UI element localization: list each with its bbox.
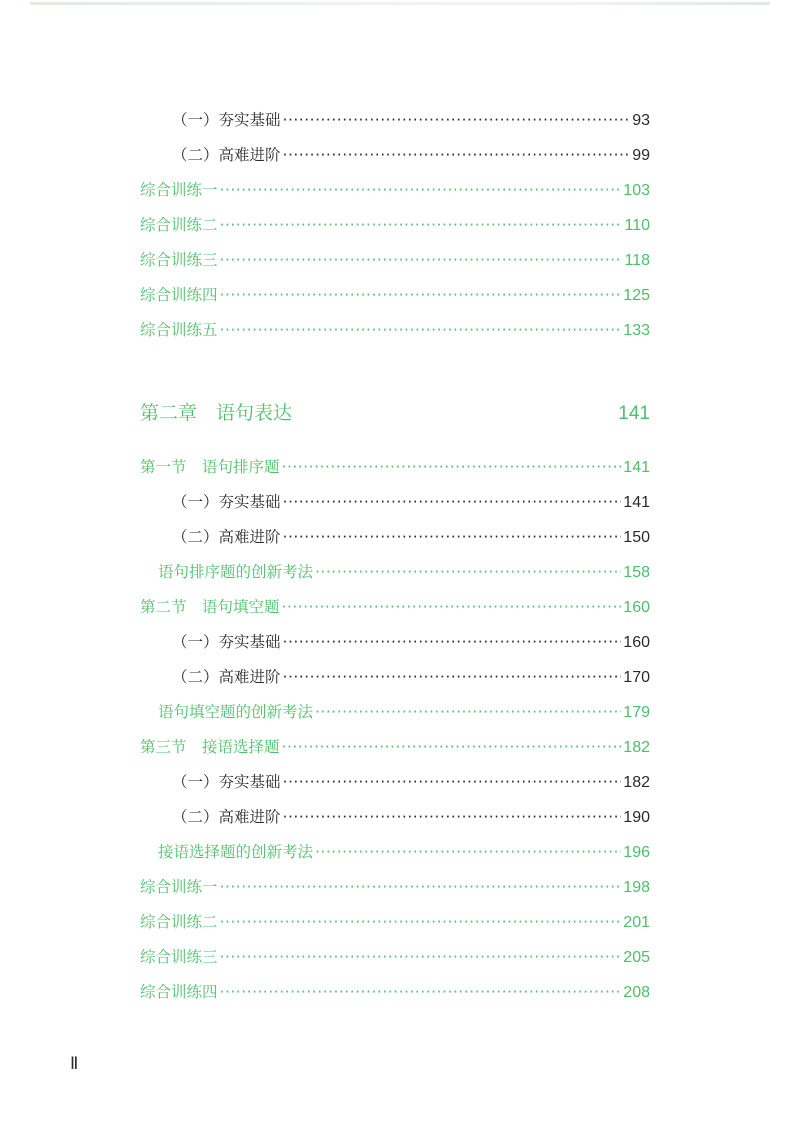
toc-entry-page: 150 [623,529,650,546]
toc-entry-section-2[interactable] [140,596,650,619]
toc-entry-training-1[interactable] [140,876,650,899]
dot-leader [283,666,622,688]
toc-entry-title: 综合训练四 [140,983,218,1001]
chapter-title: 第二章 语句表达 [140,402,293,424]
toc-entry-page: 160 [623,634,650,651]
toc-entry-innovation[interactable] [158,701,650,724]
toc-entry-training-4[interactable] [140,284,650,307]
toc-entry-title: 综合训练四 [140,286,218,304]
toc-entry-training-2[interactable] [140,911,650,934]
toc-entry-page: 93 [632,112,650,129]
toc-entry-title: （二）高难进阶 [172,668,281,686]
toc-entry-foundation[interactable] [172,491,650,514]
toc-entry-foundation[interactable] [172,109,650,132]
toc-entry-title: 第一节 语句排序题 [140,458,280,476]
toc-entry-advanced[interactable] [172,806,650,829]
toc-entry-title: （一）夯实基础 [172,773,281,791]
toc-entry-title: 语句排序题的创新考法 [158,563,314,581]
toc-entry-training-1[interactable] [140,179,650,202]
toc-entry-title: 综合训练三 [140,948,218,966]
toc-entry-title: （一）夯实基础 [172,111,281,129]
toc-entry-page: 205 [623,949,650,966]
dot-leader [220,911,622,933]
dot-leader [315,561,621,583]
toc-entry-title: 综合训练二 [140,913,218,931]
toc-entry-title: 综合训练二 [140,216,218,234]
toc-entry-foundation[interactable] [172,771,650,794]
page-top-edge [30,2,770,5]
dot-leader [220,179,622,201]
toc-entry-training-4[interactable] [140,981,650,1004]
dot-leader [283,491,622,513]
toc-entry-page: 133 [623,322,650,339]
dot-leader [220,876,622,898]
dot-leader [282,736,622,758]
dot-leader [282,596,622,618]
toc-entry-advanced[interactable] [172,526,650,549]
toc-entry-training-5[interactable] [140,319,650,342]
dot-leader [315,841,621,863]
toc-entry-title: 第二节 语句填空题 [140,598,280,616]
toc-entry-title: （二）高难进阶 [172,528,281,546]
toc-entry-advanced[interactable] [172,666,650,689]
toc-entry-training-3[interactable] [140,946,650,969]
toc-entry-training-3[interactable] [140,249,650,272]
toc-entry-foundation[interactable] [172,631,650,654]
toc-entry-title: （一）夯实基础 [172,633,281,651]
toc-entry-page: 141 [623,494,650,511]
dot-leader [220,214,623,236]
toc-entry-title: （一）夯实基础 [172,493,281,511]
toc-entry-page: 201 [623,914,650,931]
toc-entry-page: 190 [623,809,650,826]
dot-leader [283,109,631,131]
toc-entry-page: 208 [623,984,650,1001]
chapter-heading[interactable] [140,398,650,425]
dot-leader [283,631,622,653]
dot-leader [220,249,623,271]
toc-entry-page: 198 [623,879,650,896]
folio-page-number: Ⅱ [70,1054,79,1073]
toc-entry-page: 110 [624,217,650,234]
chapter-page: 141 [618,403,650,424]
toc-entry-title: （二）高难进阶 [172,808,281,826]
toc-entry-advanced[interactable] [172,144,650,167]
toc-entry-title: 综合训练三 [140,251,218,269]
toc-entry-page: 160 [623,599,650,616]
toc-entry-page: 182 [623,739,650,756]
toc-entry-page: 141 [623,459,650,476]
toc-entry-page: 125 [623,287,650,304]
toc-entry-page: 179 [623,704,650,721]
toc-entry-title: 第三节 接语选择题 [140,738,280,756]
dot-leader [315,701,621,723]
toc-entry-page: 196 [623,844,650,861]
toc-entry-title: （二）高难进阶 [172,146,281,164]
toc-entry-page: 118 [624,252,650,269]
toc-entry-page: 158 [623,564,650,581]
toc-entry-section-1[interactable] [140,456,650,479]
toc-entry-title: 综合训练一 [140,181,218,199]
toc-entry-innovation[interactable] [158,841,650,864]
dot-leader [220,946,622,968]
dot-leader [282,456,622,478]
toc-entry-section-3[interactable] [140,736,650,759]
toc-entry-page: 103 [623,182,650,199]
toc-entry-page: 170 [623,669,650,686]
toc-entry-innovation[interactable] [158,561,650,584]
dot-leader [283,771,622,793]
toc-entry-title: 语句填空题的创新考法 [158,703,314,721]
dot-leader [283,144,631,166]
dot-leader [283,806,622,828]
dot-leader [220,284,622,306]
toc-entry-title: 综合训练一 [140,878,218,896]
dot-leader [283,526,622,548]
dot-leader [220,319,622,341]
toc-entry-title: 综合训练五 [140,321,218,339]
toc-entry-page: 99 [632,147,650,164]
toc-entry-page: 182 [623,774,650,791]
toc-entry-training-2[interactable] [140,214,650,237]
dot-leader [220,981,622,1003]
toc-entry-title: 接语选择题的创新考法 [158,843,314,861]
